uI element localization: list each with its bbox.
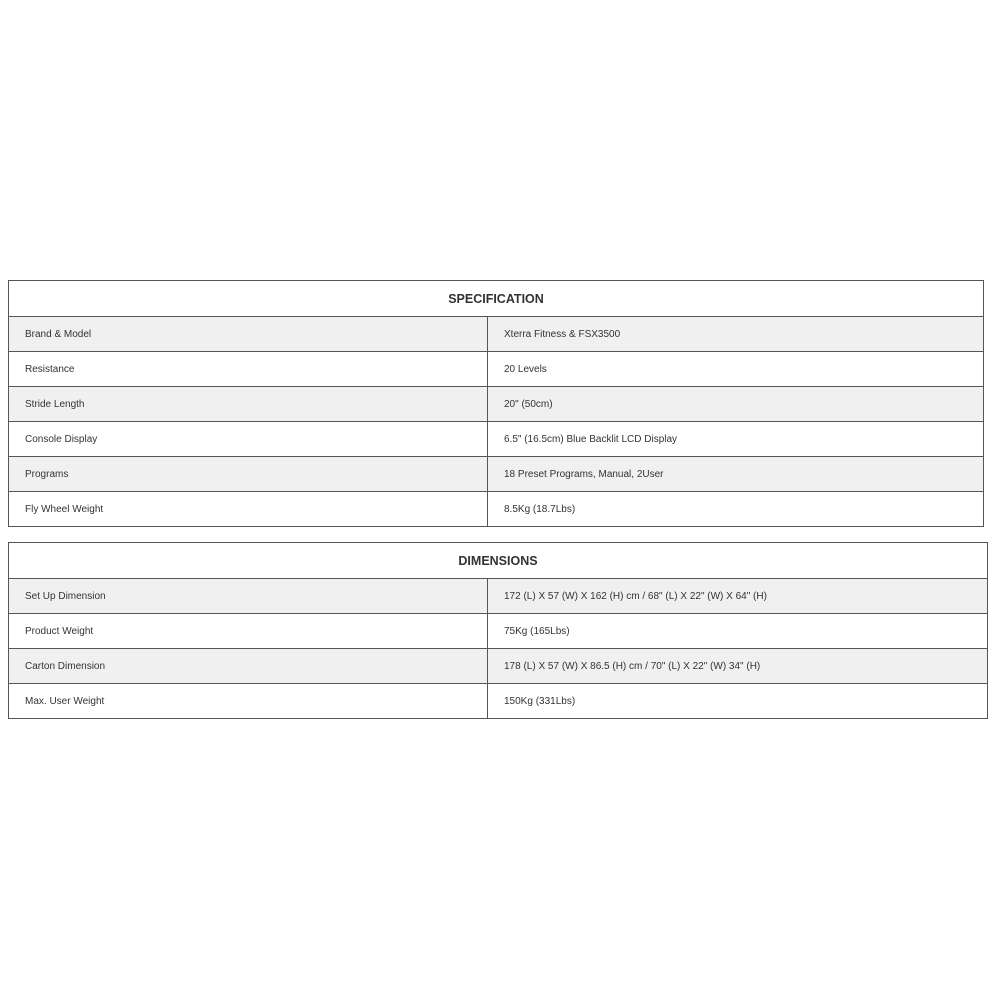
dim-label-product-weight: Product Weight xyxy=(9,614,488,649)
specification-title: SPECIFICATION xyxy=(9,281,984,317)
spec-value-brand-model: Xterra Fitness & FSX3500 xyxy=(488,317,984,352)
dim-value-product-weight: 75Kg (165Lbs) xyxy=(488,614,988,649)
table-row xyxy=(9,387,984,422)
spec-label-brand-model: Brand & Model xyxy=(9,317,488,352)
spec-value-programs: 18 Preset Programs, Manual, 2User xyxy=(488,457,984,492)
spec-value-fly-wheel-weight: 8.5Kg (18.7Lbs) xyxy=(488,492,984,527)
dim-value-max-user-weight: 150Kg (331Lbs) xyxy=(488,684,988,719)
specification-table xyxy=(8,280,984,527)
spec-value-console-display: 6.5" (16.5cm) Blue Backlit LCD Display xyxy=(488,422,984,457)
dim-label-carton-dimension: Carton Dimension xyxy=(9,649,488,684)
spec-value-resistance: 20 Levels xyxy=(488,352,984,387)
dim-value-set-up-dimension: 172 (L) X 57 (W) X 162 (H) cm / 68" (L) X 22" (W) X 64" (H) xyxy=(488,579,988,614)
spec-label-stride-length: Stride Length xyxy=(9,387,488,422)
table-row xyxy=(9,684,988,719)
dim-label-max-user-weight: Max. User Weight xyxy=(9,684,488,719)
dimensions-title: DIMENSIONS xyxy=(9,543,988,579)
spec-label-resistance: Resistance xyxy=(9,352,488,387)
table-row xyxy=(9,649,988,684)
specification-header-row xyxy=(9,281,984,317)
table-row xyxy=(9,492,984,527)
spec-label-console-display: Console Display xyxy=(9,422,488,457)
table-row xyxy=(9,352,984,387)
table-row xyxy=(9,422,984,457)
table-row xyxy=(9,579,988,614)
table-row xyxy=(9,457,984,492)
dim-value-carton-dimension: 178 (L) X 57 (W) X 86.5 (H) cm / 70" (L) X 22" (W) 34" (H) xyxy=(488,649,988,684)
dim-label-set-up-dimension: Set Up Dimension xyxy=(9,579,488,614)
spec-value-stride-length: 20" (50cm) xyxy=(488,387,984,422)
spec-label-programs: Programs xyxy=(9,457,488,492)
spec-label-fly-wheel-weight: Fly Wheel Weight xyxy=(9,492,488,527)
dimensions-table xyxy=(8,542,988,719)
dimensions-header-row xyxy=(9,543,988,579)
table-row xyxy=(9,317,984,352)
table-row xyxy=(9,614,988,649)
